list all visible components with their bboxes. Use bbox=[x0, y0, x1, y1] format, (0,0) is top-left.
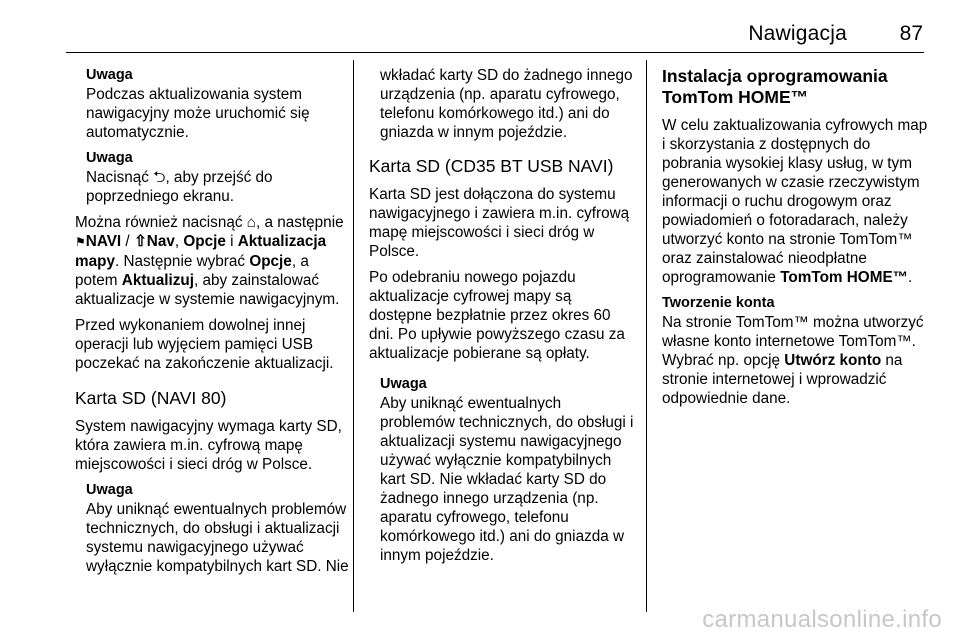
text-run: i bbox=[225, 233, 238, 250]
software-name: TomTom HOME™ bbox=[780, 269, 908, 286]
note-text: wkładać karty SD do żadnego innego urządzenia (np. aparatu cyfrowego, telefonu komórkowego itd.) ani do gniazda w innym pojeździe. bbox=[380, 67, 633, 141]
paragraph: Karta SD jest dołączona do systemu nawigacyjnego i zawiera m.in. cyfrową mapę miejscowości i sieci dróg w Polsce. bbox=[369, 186, 630, 260]
back-arrow-icon: ⮌ bbox=[153, 169, 166, 186]
opcje-label: Opcje bbox=[249, 253, 292, 270]
note-title: Uwaga bbox=[86, 67, 133, 83]
update-label: Aktualizuj bbox=[121, 272, 195, 289]
text-run: Na stronie TomTom™ można utworzyć własne konto internetowe TomTom™. Wybrać np. opcję bbox=[662, 314, 924, 369]
navi-label: NAVI bbox=[85, 233, 122, 250]
text-run: , aby zainstalować aktualizacje w systemie nawigacyjnym. bbox=[75, 272, 340, 308]
header-rule bbox=[66, 52, 924, 53]
paragraph: System nawigacyjny wymaga karty SD, która zawiera m.in. cyfrową mapę miejscowości i sieci dróg w Polsce. bbox=[75, 418, 342, 473]
note-title: Uwaga bbox=[380, 376, 427, 392]
nav-label: Nav bbox=[146, 233, 175, 250]
text-run: , bbox=[174, 233, 184, 250]
create-account-option: Utwórz konto bbox=[784, 352, 882, 369]
opcje-label: Opcje bbox=[183, 233, 226, 250]
column-divider bbox=[646, 60, 647, 612]
note bbox=[75, 66, 351, 142]
note-title: Uwaga bbox=[86, 150, 133, 166]
note-continued bbox=[369, 66, 634, 142]
paragraph: Przed wykonaniem dowolnej innej operacji lub wyjęciem pamięci USB poczekać na zakończenie aktualizacji. bbox=[75, 317, 334, 372]
note bbox=[369, 375, 634, 565]
nav-arrow-icon: ⇧ bbox=[133, 233, 147, 250]
note bbox=[75, 481, 351, 576]
text-run: W celu zaktualizowania cyfrowych map i skorzystania z dostępnych do pobrania wysokiej klasy usług, w tym generowanych w czasie rzeczywistym informacji o ruchu drogowym oraz powiadomień o fotoradarach, należy utworzyć konto na stronie TomTom™ oraz zainstalować nieodpłatne oprogramowanie bbox=[662, 117, 928, 286]
text-run: , a następnie bbox=[256, 214, 344, 231]
note-text: Podczas aktualizowania system nawigacyjny może uruchomić się automatycznie. bbox=[86, 86, 310, 141]
paragraph: Po odebraniu nowego pojazdu aktualizacje cyfrowej mapy są dostępne bezpłatnie przez okres 60 dni. Po upływie powyższego czasu za aktualizacje pobierane są opłaty. bbox=[369, 269, 625, 362]
column-left bbox=[75, 66, 351, 583]
column-right bbox=[662, 66, 930, 415]
subheading: Tworzenie konta bbox=[662, 295, 775, 311]
note-text: Aby uniknąć ewentualnych problemów technicznych, do obsługi i aktualizacji systemu nawigacyjnego używać wyłącznie kompatybilnych kart SD. Nie wkładać karty SD do żadnego innego urządzenia (np. aparatu cyfrowego, telefonu komórkowego itd.) ani do gniazda w innym pojeździe. bbox=[380, 395, 634, 564]
home-icon: ⌂ bbox=[246, 214, 256, 231]
note-text: Aby uniknąć ewentualnych problemów technicznych, do obsługi i aktualizacji systemu nawigacyjnego używać wyłącznie kompatybilnych kart SD. Nie bbox=[86, 501, 349, 575]
text-run: / bbox=[121, 233, 134, 250]
column-middle bbox=[369, 66, 634, 572]
column-divider bbox=[353, 60, 354, 612]
paragraph bbox=[75, 213, 351, 309]
text-run: Można również nacisnąć bbox=[75, 214, 247, 231]
chapter-title: Nawigacja bbox=[748, 22, 847, 45]
page-number: 87 bbox=[899, 22, 923, 45]
flag-icon: ⚑ bbox=[75, 235, 86, 249]
note bbox=[75, 149, 351, 206]
section-heading: Karta SD (NAVI 80) bbox=[75, 388, 227, 408]
map-update-label: Aktualizacja mapy bbox=[75, 233, 327, 270]
page-header bbox=[0, 0, 960, 60]
note-text bbox=[86, 168, 351, 206]
section-heading: Instalacja oprogramowania TomTom HOME™ bbox=[662, 66, 888, 107]
paragraph bbox=[662, 313, 930, 408]
text-run: , a potem bbox=[75, 253, 309, 289]
text-run: Nacisnąć bbox=[86, 169, 154, 186]
text-run: na stronie internetowej i wprowadzić odpowiednie dane. bbox=[662, 352, 903, 407]
text-run: . Następnie wybrać bbox=[114, 253, 250, 270]
watermark: carmanualsonline.info bbox=[702, 606, 942, 633]
text-run: . bbox=[907, 269, 913, 286]
text-run: , aby przejść do poprzedniego ekranu. bbox=[86, 169, 273, 205]
section-heading: Karta SD (CD35 BT USB NAVI) bbox=[369, 156, 614, 176]
note-title: Uwaga bbox=[86, 482, 133, 498]
paragraph bbox=[662, 116, 930, 287]
